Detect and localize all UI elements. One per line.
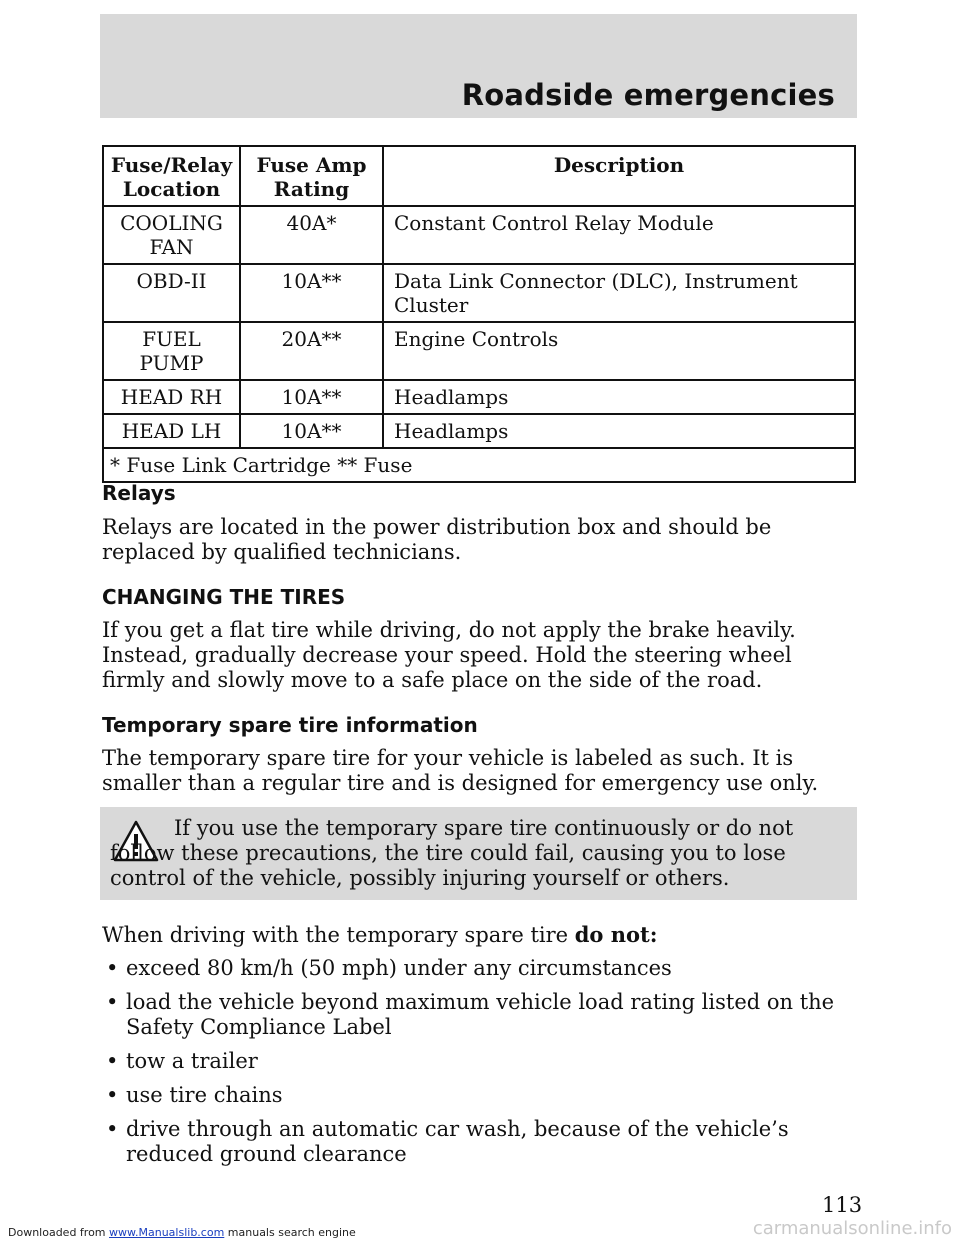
changing-tires-heading: CHANGING THE TIRES: [102, 585, 346, 609]
cell-description: Constant Control Relay Module: [383, 206, 855, 264]
table-row: [103, 380, 855, 414]
spare-info-text: The temporary spare tire for your vehicle is labeled as such. It is smaller than a regular tire and is designed for emergency use only.: [102, 746, 819, 795]
bullet-icon: •: [106, 1117, 119, 1141]
table-footnote: * Fuse Link Cartridge ** Fuse: [103, 448, 855, 482]
col-header-location: Fuse/Relay Location: [103, 146, 240, 206]
download-footer: [8, 1226, 356, 1239]
footer-prefix: Downloaded from: [8, 1226, 110, 1239]
list-item-text: drive through an automatic car wash, because of the vehicle’s reduced ground clearance: [126, 1117, 789, 1166]
changing-tires-text: If you get a flat tire while driving, do not apply the brake heavily. Instead, gradually decrease your speed. Hold the steering wheel firmly and slowly move to a safe place on the side of the road.: [102, 618, 796, 692]
cell-rating: 10A**: [240, 264, 383, 322]
cell-rating: 40A*: [240, 206, 383, 264]
page-section-title: Roadside emergencies: [461, 78, 835, 112]
footer-suffix: manuals search engine: [224, 1226, 356, 1239]
table-row: [103, 206, 855, 264]
table-row: [103, 264, 855, 322]
bullet-icon: •: [106, 1083, 119, 1107]
fuse-table: [102, 145, 856, 483]
list-item: [102, 990, 862, 1040]
bullet-icon: •: [106, 990, 119, 1014]
cell-description: Headlamps: [383, 414, 855, 448]
list-item-text: tow a trailer: [126, 1049, 258, 1073]
cell-location: COOLING FAN: [103, 206, 240, 264]
driving-intro-text: When driving with the temporary spare tire: [102, 923, 575, 947]
cell-location: HEAD LH: [103, 414, 240, 448]
cell-description: Headlamps: [383, 380, 855, 414]
cell-rating: 10A**: [240, 414, 383, 448]
driving-intro: [102, 922, 852, 948]
list-item: [102, 956, 862, 981]
fuse-table-footnote-row: [103, 448, 855, 482]
cell-description: Data Link Connector (DLC), Instrument Cluster: [383, 264, 855, 322]
list-item-text: use tire chains: [126, 1083, 283, 1107]
manualslib-link[interactable]: www.Manualslib.com: [109, 1226, 225, 1239]
list-item: [102, 1083, 862, 1108]
spare-info-heading: Temporary spare tire information: [102, 713, 478, 737]
relays-heading: Relays: [102, 481, 176, 505]
warning-box: [100, 807, 857, 900]
list-item-text: exceed 80 km/h (50 mph) under any circumstances: [126, 956, 672, 980]
header-band: [100, 14, 857, 118]
fuse-table-header-row: [103, 146, 855, 206]
list-item: [102, 1117, 862, 1167]
table-row: [103, 414, 855, 448]
col-header-rating: Fuse Amp Rating: [240, 146, 383, 206]
driving-bullet-list: [102, 956, 862, 1176]
bullet-icon: •: [106, 956, 119, 980]
warning-text: If you use the temporary spare tire continuously or do not follow these precautions, the tire could fail, causing you to lose control of the vehicle, possibly injuring yourself or others.: [110, 816, 794, 890]
cell-rating: 10A**: [240, 380, 383, 414]
cell-location: OBD-II: [103, 264, 240, 322]
bullet-icon: •: [106, 1049, 119, 1073]
driving-intro-bold: do not:: [574, 922, 658, 947]
cell-location: FUEL PUMP: [103, 322, 240, 380]
relays-text: Relays are located in the power distribution box and should be replaced by qualified technicians.: [102, 515, 772, 564]
col-header-description: Description: [383, 146, 855, 206]
watermark: carmanualsonline.info: [752, 1218, 952, 1239]
list-item-text: load the vehicle beyond maximum vehicle load rating listed on the Safety Compliance Label: [126, 990, 835, 1039]
table-row: [103, 322, 855, 380]
page-number: 113: [822, 1193, 863, 1217]
list-item: [102, 1049, 862, 1074]
cell-location: HEAD RH: [103, 380, 240, 414]
cell-rating: 20A**: [240, 322, 383, 380]
cell-description: Engine Controls: [383, 322, 855, 380]
